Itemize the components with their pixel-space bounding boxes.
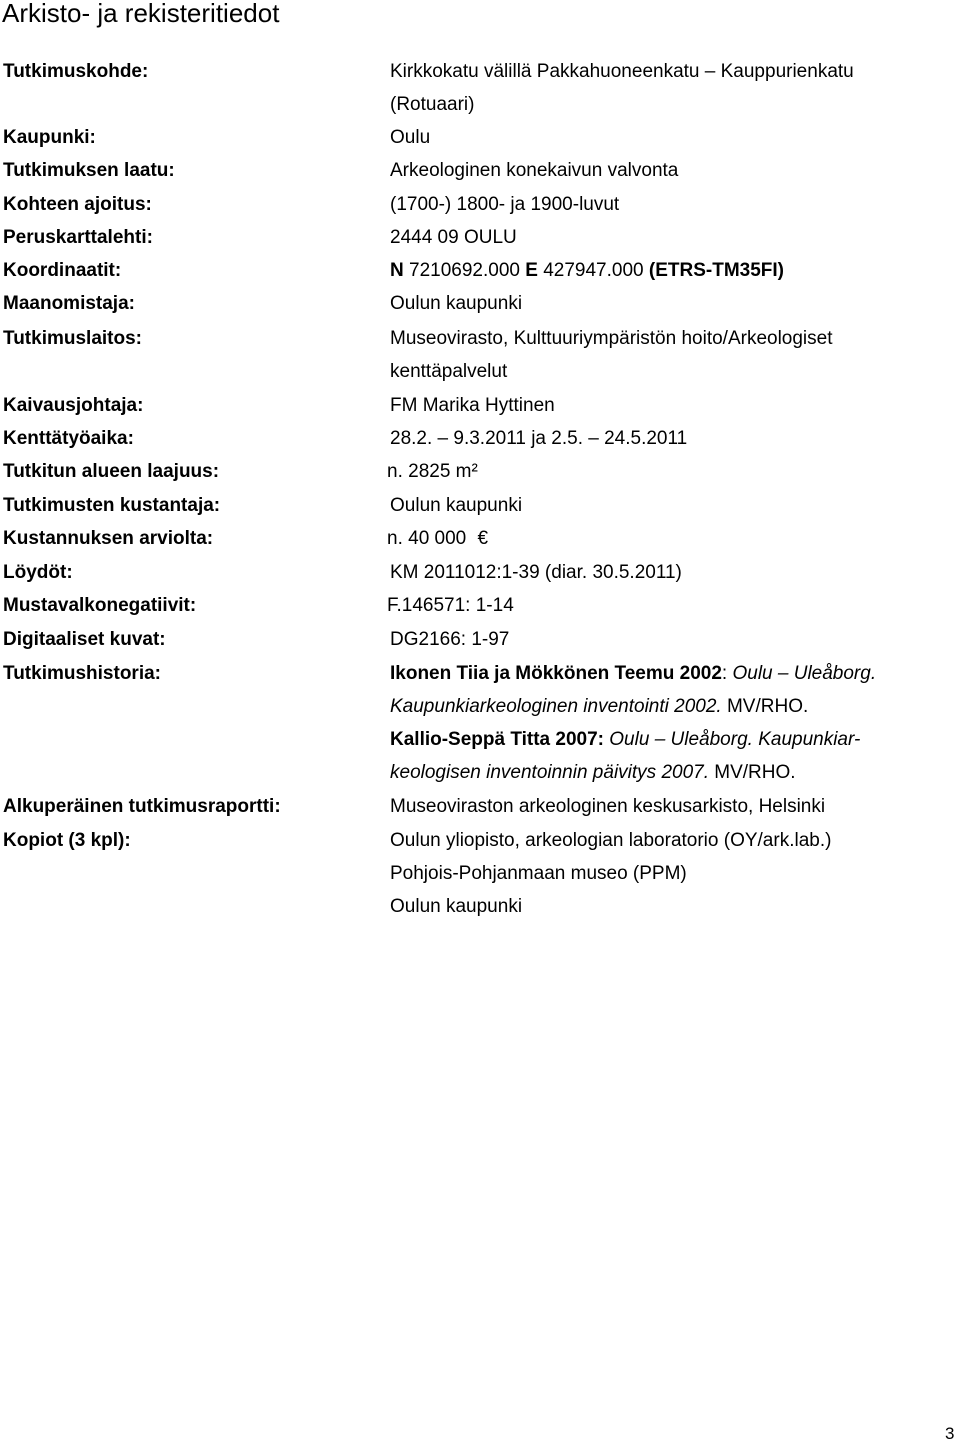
field-value: KM 2011012:1-39 (diar. 30.5.2011)	[390, 562, 682, 583]
field-label: Kaupunki:	[3, 127, 96, 148]
value-word: Museovirasto,	[390, 328, 509, 349]
reference-2-authors: Kallio-Seppä Titta 2007:	[390, 729, 604, 750]
field-value: F.146571: 1-14	[387, 595, 514, 616]
coordinate-system: (ETRS-TM35FI)	[648, 260, 784, 281]
copy-location: Pohjois-Pohjanmaan museo (PPM)	[390, 863, 687, 884]
field-value-line-2: (Rotuaari)	[390, 94, 475, 115]
reference-1-title-b: Kaupunkiarkeologinen inventointi 2002.	[390, 696, 722, 717]
coordinate-n-prefix: N	[390, 260, 404, 281]
field-value: Oulun kaupunki	[390, 495, 523, 516]
reference-2-publisher: MV/RHO.	[714, 762, 796, 783]
field-label: Maanomistaja:	[3, 293, 135, 314]
field-value	[390, 657, 876, 789]
reference-2-title-a: Oulu – Uleåborg. Kaupunkiar-	[609, 729, 861, 750]
value-word: –	[704, 61, 716, 82]
field-label: Kustannuksen arviolta:	[3, 528, 214, 549]
field-value: Oulu	[390, 127, 431, 148]
field-value: 2444 09 OULU	[390, 227, 517, 248]
page-title: Arkisto- ja rekisteritiedot	[2, 0, 280, 28]
field-label: Kenttätyöaika:	[3, 428, 134, 449]
field-value: n. 2825 m²	[387, 461, 478, 482]
value-word: Kulttuuriympäristön	[513, 328, 677, 349]
field-value: DG2166: 1-97	[390, 629, 510, 650]
page-number: 3	[945, 1424, 955, 1443]
reference-2-title-b: keologisen inventoinnin päivitys 2007.	[390, 762, 709, 783]
value-word: välillä	[483, 61, 532, 82]
euro-icon: €	[477, 528, 489, 549]
field-value	[390, 55, 956, 121]
field-label: Tutkimuslaitos:	[3, 328, 142, 349]
field-label: Digitaaliset kuvat:	[3, 629, 166, 650]
field-label: Kopiot (3 kpl):	[3, 830, 131, 851]
field-value-line-2: kenttäpalvelut	[390, 361, 508, 382]
field-value	[390, 254, 784, 287]
value-word: hoito/Arkeologiset	[681, 328, 833, 349]
field-label: Löydöt:	[3, 562, 73, 583]
reference-1-authors: Ikonen Tiia ja Mökkönen Teemu 2002	[390, 663, 722, 684]
coordinate-e-value: 427947.000	[543, 260, 644, 281]
value-word: Kauppurienkatu	[720, 61, 854, 82]
field-value-line-1	[390, 55, 956, 88]
field-value: Arkeologinen konekaivun valvonta	[390, 160, 679, 181]
field-label: Tutkitun alueen laajuus:	[3, 461, 220, 482]
field-label: Tutkimusten kustantaja:	[3, 495, 221, 516]
field-label: Kaivausjohtaja:	[3, 395, 144, 416]
field-value: Oulun kaupunki	[390, 293, 523, 314]
field-label: Peruskarttalehti:	[3, 227, 153, 248]
reference-1-colon: :	[721, 663, 728, 684]
field-value	[387, 522, 488, 555]
field-value: Museoviraston arkeologinen keskusarkisto, Helsinki	[390, 796, 826, 817]
value-word: Pakkahuoneenkatu	[536, 61, 700, 82]
reference-1-line-2	[390, 690, 876, 723]
field-label: Koordinaatit:	[3, 260, 122, 281]
value-word: Kirkkokatu	[390, 61, 479, 82]
reference-1-title-a: Oulu – Uleåborg.	[732, 663, 877, 684]
field-label: Tutkimuskohde:	[3, 61, 149, 82]
reference-1-publisher: MV/RHO.	[726, 696, 809, 717]
copy-location: Oulun yliopisto, arkeologian laboratorio (OY/ark.lab.)	[390, 830, 832, 851]
field-value: (1700-) 1800- ja 1900-luvut	[390, 194, 620, 215]
field-value: FM Marika Hyttinen	[390, 395, 555, 416]
reference-1-line-1	[390, 657, 876, 690]
field-value	[390, 322, 956, 388]
copy-location: Oulun kaupunki	[390, 896, 523, 917]
field-value	[390, 824, 831, 923]
field-label: Alkuperäinen tutkimusraportti:	[3, 796, 281, 817]
field-label: Tutkimuksen laatu:	[3, 160, 175, 181]
cost-amount: n. 40 000	[387, 528, 467, 549]
reference-2-line-2	[390, 756, 876, 789]
field-value-line-1	[390, 322, 956, 355]
field-value: 28.2. – 9.3.2011 ja 2.5. – 24.5.2011	[390, 428, 688, 449]
field-label: Tutkimushistoria:	[3, 663, 161, 684]
coordinate-e-prefix: E	[525, 260, 538, 281]
reference-2-line-1	[390, 723, 876, 756]
coordinate-n-value: 7210692.000	[409, 260, 520, 281]
field-label: Kohteen ajoitus:	[3, 194, 152, 215]
field-label: Mustavalkonegatiivit:	[3, 595, 197, 616]
